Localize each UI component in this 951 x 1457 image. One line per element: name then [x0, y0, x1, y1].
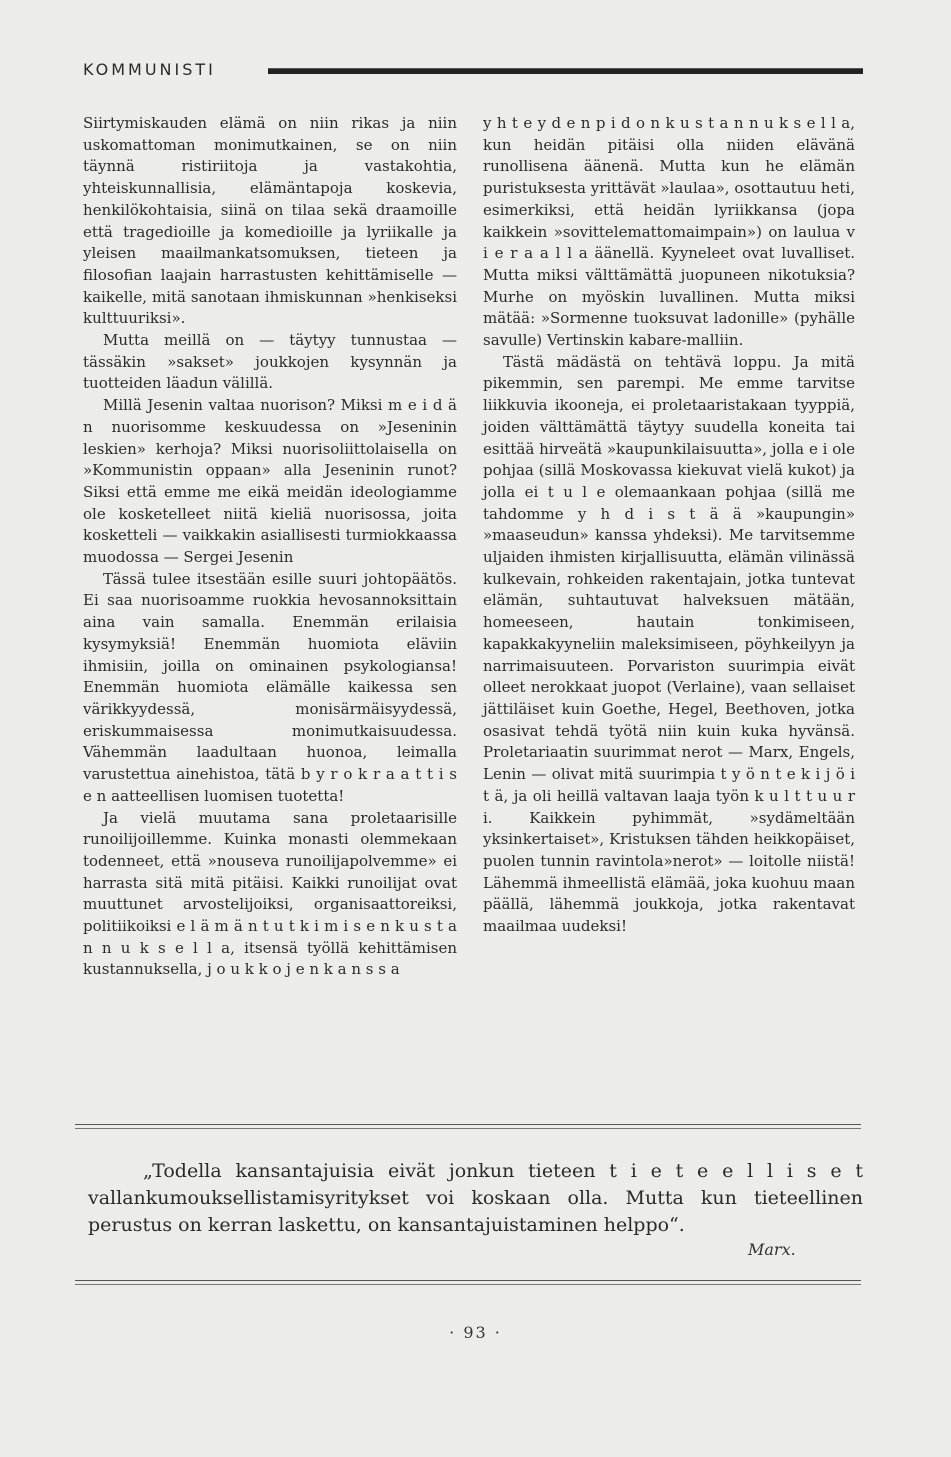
page-number: · 93 · [449, 1323, 502, 1342]
section-divider-bottom [75, 1280, 861, 1285]
marx-quote [88, 1158, 863, 1239]
magazine-title: KOMMUNISTI [83, 60, 216, 79]
quote-attribution: Marx. [748, 1240, 796, 1259]
header-rule [268, 68, 863, 74]
paragraph: Mutta meillä on — täytyy tunnustaa — tässäkin »sakset» joukkojen kysynnän ja tuotteiden läadun välillä. [83, 331, 457, 393]
paragraph: Tässä tulee itsestään esille suuri johtopäätös. Ei saa nuorisoamme ruokkia hevosannoksittain aina vain samalla. Enemmän erilaisia kysymyksiä! Enemmän huomiota eläviin ihmisiin, joilla on ominainen psykologiansa! Enemmän huomiota elämälle kaikessa sen värikkyydessä, monisärmäisyydessä, eriskummaisessa monimutkaisuudessa. Vähemmän laadultaan huonoa, leimalla varustettua ainehistoa, tätä b y r o k r a a t t i s e n aatteellisen luomisen tuotetta! [83, 569, 457, 805]
paragraph: Ja vielä muutama sana proletaarisille runoilijoillemme. Kuinka monasti olemmekaan todenneet, että »nouseva runoilijapolvemme» ei harrasta sitä mitä pitäisi. Kaikki runoilijat ovat muuttunet arvostelijoiksi, organisaattoreiksi, politiikoiksi e l ä m ä n t u t k i m i s e n k u s t a n n u k s e l l a, itsensä työllä kehittämisen kustannuksella, j o u k k o j e n k a n s s a [83, 808, 457, 979]
section-divider-top [75, 1124, 861, 1129]
paragraph: Millä Jesenin valtaa nuorison? Miksi m e i d ä n nuorisomme keskuudessa on »Jeseninin leskien» kerhoja? Miksi nuorisoliittolaisella on »Kommunistin oppaan» alla Jeseninin runot? Siksi että emme me eikä meidän ideologiamme ole kosketelleet niitä kieliä nuorisossa, joita kosketteli — vaikkakin asiallisesti turmiokkaassa muodossa — Sergei Jesenin [83, 396, 457, 567]
right-column [483, 113, 855, 938]
left-column [83, 113, 457, 981]
paragraph: Siirtymiskauden elämä on niin rikas ja niin uskomattoman monimutkainen, se on niin täynnä ristiriitoja ja vastakohtia, yhteiskunnallisia, elämäntapoja koskevia, henkilökohtaisia, siinä on tilaa sekä draamoille että tragedioille ja komedioille ja lyriikalle ja yleisen maailmankatsomuksen, tieteen ja filosofian laajain harrastusten kehittämiselle — kaikelle, mitä sanotaan ihmiskunnan »henkiseksi kulttuuriksi». [83, 114, 457, 328]
running-header [83, 60, 863, 84]
paragraph: Tästä mädästä on tehtävä loppu. Ja mitä pikemmin, sen parempi. Me emme tarvitse liikkuvia ikooneja, ei proletaaristakaan tyyppiä, joiden välttämättä täytyy suudella koneita tai esittää hirveätä »kaupunkilaisuutta», jolla e i ole pohjaa (sillä Moskovassa kiekuvat vielä kukot) ja jolla ei t u l e olemaankaan pohjaa (sillä me tahdomme y h d i s t ä ä »kaupungin» »maaseudun» kanssa yhdeksi). Me tarvitsemme uljaiden ihmisten kirjallisuutta, elämän vilinässä kulkevain, rohkeiden rakentajain, jotka tuntevat elämän, suhtautuvat halveksuen mätään, homeeseen, hautain tonkimiseen, kapakkakyyneliin maleksimiseen, pöyhkeilyyn ja narrimaisuuteen. Porvariston suurimpia eivät olleet nerokkaat juopot (Verlaine), vaan sellaiset jättiläiset kuin Goethe, Hegel, Beethoven, jotka osasivat tehdä työtä niin kuin kuka hyvänsä. Proletariaatin suurimmat nerot — Marx, Engels, Lenin — olivat mitä suurimpia t y ö n t e k i j ö i t ä, ja oli heillä valtavan laaja työn k u l t t u u r i. Kaikkein pyhimmät, »sydämeltään yksinkertaiset», Kristuksen tähden heikkopäiset, puolen tunnin ravintola»nerot» — loitolle niistä! Lähemmä ihmeellistä elämää, joka kuohuu maan päällä, lähemmä joukkoja, jotka rakentavat maailmaa uudeksi! [483, 352, 855, 936]
paragraph: y h t e y d e n p i d o n k u s t a n n u k s e l l a, kun heidän pitäisi olla niiden elävänä runollisena äänenä. Mutta kun he elämän puristuksesta yrittävät »laulaa», osottautuu heti, esimerkiksi, että heidän lyriikkansa (jopa kaikkein »sovittelemattomaimpain») on laulua v i e r a a l l a äänellä. Kyyneleet ovat luvalliset. Mutta miksi välttämättä juopuneen nikotuksia? Murhe on myöskin luvallinen. Mutta miksi mätää: »Sormenne tuoksuvat ladonille» (pyhälle savulle) Vertinskin kabare-malliin. [483, 114, 856, 350]
quote-text: „Todella kansantajuisia eivät jonkun tieteen t i e t e e l l i s e t vallankumouksellistamisyritykset voi koskaan olla. Mutta kun tieteellinen perustus on kerran laskettu, on kansantajuistaminen helppo“. [88, 1160, 863, 1236]
